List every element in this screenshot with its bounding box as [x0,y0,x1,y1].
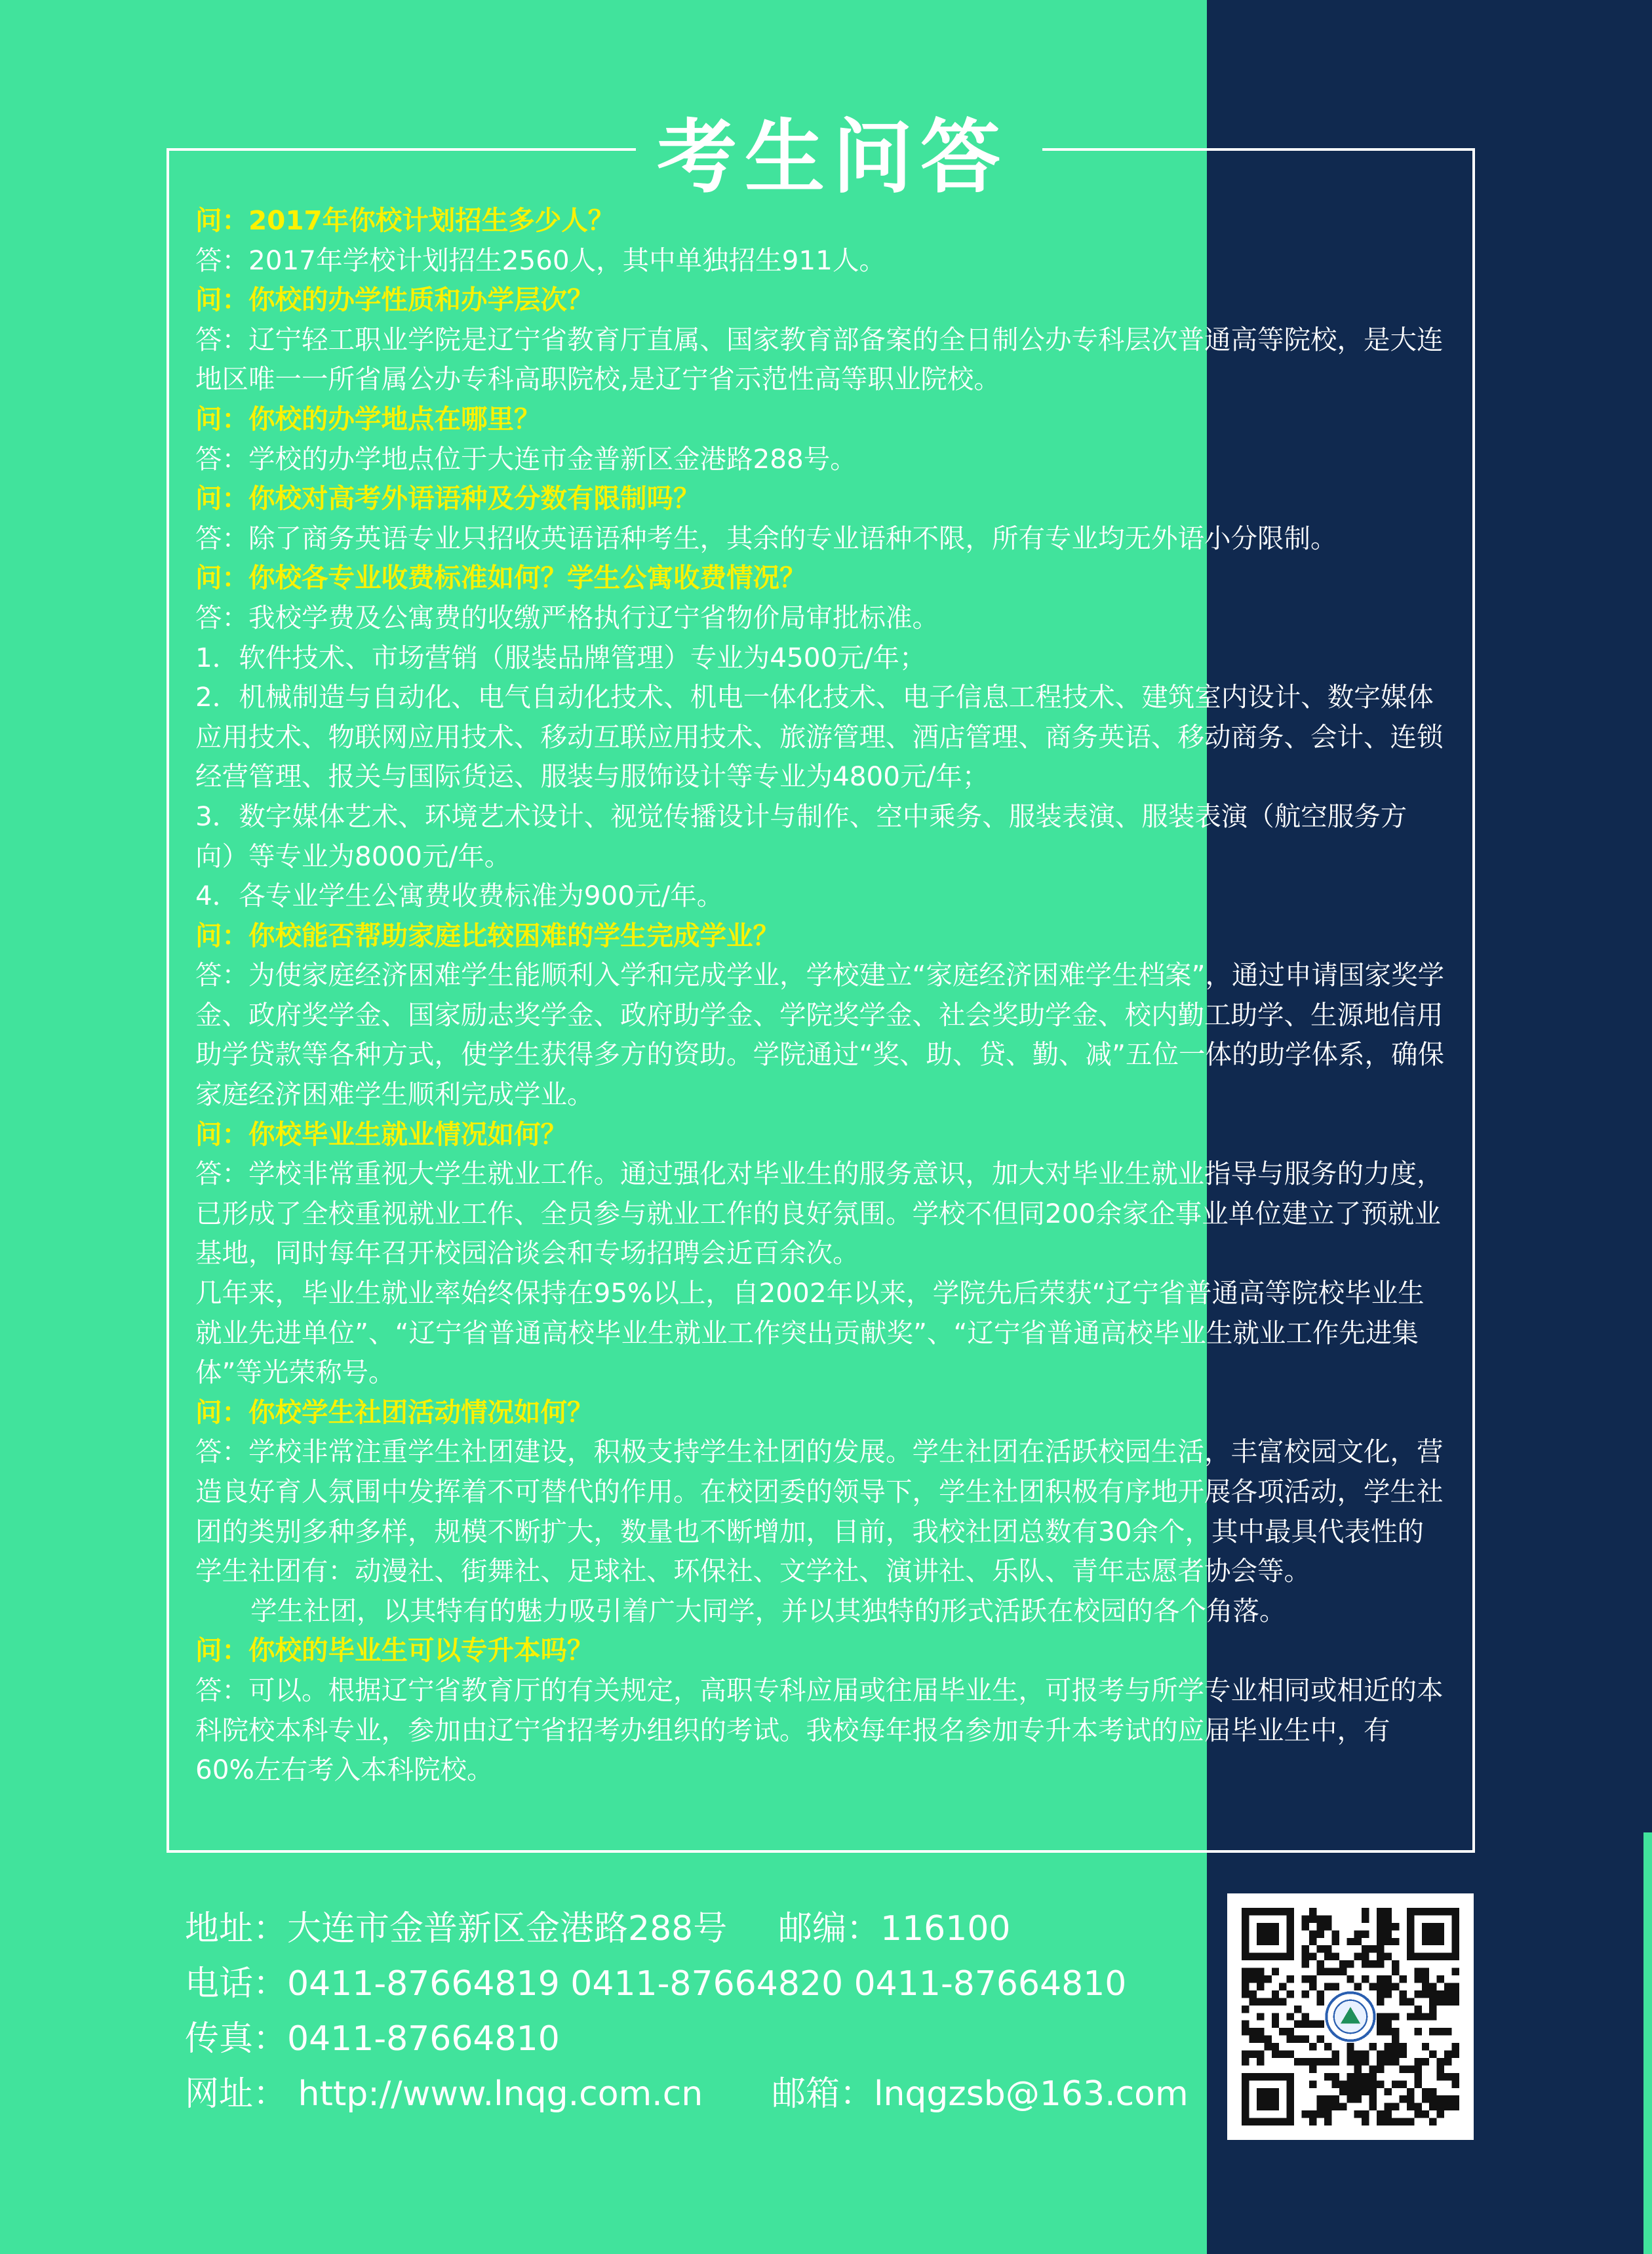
qr-code[interactable] [1227,1893,1474,2140]
question-text: 问：你校的办学地点在哪里？ [195,403,541,435]
answer-text: 几年来，毕业生就业率始终保持在95%以上，自2002年以来，学院先后荣获“辽宁省普通高等院校毕业生就业先进单位”、“辽宁省普通高校毕业生就业工作突出贡献奖”、“辽宁省普通高校毕业生就业工作先进集体”等光荣称号。 [195,1277,1425,1389]
answer-text: 答：学校的办学地点位于大连市金普新区金港路288号。 [195,443,857,475]
question-text: 问：你校能否帮助家庭比较困难的学生完成学业？ [195,919,779,951]
question-text: 问：你校毕业生就业情况如何？ [195,1118,567,1150]
answer-text: 1．软件技术、市场营销（服装品牌管理）专业为4500元/年； [195,641,926,673]
answer-text: 答：我校学费及公寓费的收缴严格执行辽宁省物价局审批标准。 [195,601,939,633]
question-text: 问：2017年你校计划招生多少人？ [195,205,615,236]
question-text: 问：你校的办学性质和办学层次？ [195,284,594,316]
question-text: 问：你校学生社团活动情况如何？ [195,1396,594,1428]
phone-text: 电话：0411-87664819 0411-87664820 0411-87664810 [185,1964,1127,2004]
website-link[interactable]: 网址： http://www.lnqg.com.cn [185,2074,703,2114]
postcode-text: 邮编：116100 [778,1909,1011,1948]
answer-text: 2．机械制造与自动化、电气自动化技术、机电一体化技术、电子信息工程技术、建筑室内设计、数字媒体应用技术、物联网应用技术、移动互联应用技术、旅游管理、酒店管理、商务英语、移动商务、会计、连锁经营管理、报关与国际货运、服装与服饰设计等专业为4800元/年； [195,681,1444,793]
answer-text: 3．数字媒体艺术、环境艺术设计、视觉传播设计与制作、空中乘务、服装表演、服装表演（航空服务方向）等专业为8000元/年。 [195,800,1407,872]
answer-text: 答：2017年学校计划招生2560人，其中单独招生911人。 [195,244,886,276]
page-title: 考生问答 [657,111,1008,204]
question-text: 问：你校的毕业生可以专升本吗？ [195,1634,594,1667]
contact-row-web [185,2066,1208,2122]
answer-text: 答：学校非常注重学生社团建设，积极支持学生社团的发展。学生社团在活跃校园生活，丰富校园文化，营造良好育人氛围中发挥着不可替代的作用。在校团委的领导下，学生社团积极有序地开展各项活动，学生社团的类别多种多样，规模不断扩大，数量也不断增加，目前，我校社团总数有30余个，其中最具代表性的学生社团有：动漫社、街舞社、足球社、环保社、文学社、演讲社、乐队、青年志愿者协会等。 [195,1436,1444,1587]
answer-text: 4．各专业学生公寓费收费标准为900元/年。 [195,880,724,912]
contact-row-phone [185,1956,1208,2011]
qa-section [195,201,1444,1790]
contact-info [185,1901,1208,2122]
contact-row-address [185,1901,1208,1956]
answer-text: 学生社团，以其特有的魅力吸引着广大同学，并以其独特的形式活跃在校园的各个角落。 [250,1594,1286,1627]
answer-text: 答：可以。根据辽宁省教育厅的有关规定，高职专科应届或往届毕业生，可报考与所学专业相同或相近的本科院校本科专业，参加由辽宁省招考办组织的考试。我校每年报名参加专升本考试的应届毕业生中，有60%左右考入本科院校。 [195,1674,1444,1786]
answer-text: 答：除了商务英语专业只招收英语语种考生，其余的专业语种不限，所有专业均无外语小分限制。 [195,522,1337,554]
answer-text: 答：为使家庭经济困难学生能顺利入学和完成学业，学校建立“家庭经济困难学生档案”，通过申请国家奖学金、政府奖学金、国家励志奖学金、政府助学金、学院奖学金、社会奖助学金、校内勤工助学、生源地信用助学贷款等各种方式，使学生获得多方的资助。学院通过“奖、助、贷、勤、减”五位一体的助学体系，确保家庭经济困难学生顺利完成学业。 [195,959,1444,1111]
question-text: 问：你校各专业收费标准如何？学生公寓收费情况？ [195,562,806,594]
contact-row-fax [185,2011,1208,2066]
address-text: 地址：大连市金普新区金港路288号 [185,1909,728,1948]
background-edge-strip [1643,1832,1652,2254]
answer-text: 答：辽宁轻工职业学院是辽宁省教育厅直属、国家教育部备案的全日制公办专科层次普通高等院校，是大连地区唯一一所省属公办专科高职院校,是辽宁省示范性高等职业院校。 [195,323,1444,395]
fax-text: 传真：0411-87664810 [185,2019,560,2059]
answer-text: 答：学校非常重视大学生就业工作。通过强化对毕业生的服务意识，加大对毕业生就业指导与服务的力度，已形成了全校重视就业工作、全员参与就业工作的良好氛围。学校不但同200余家企事业单位建立了预就业基地，同时每年召开校园洽谈会和专场招聘会近百余次。 [195,1158,1444,1269]
email-link[interactable]: 邮箱：lnqgzsb@163.com [772,2074,1189,2114]
qr-code-icon [1242,1908,1459,2125]
question-text: 问：你校对高考外语语种及分数有限制吗？ [195,483,700,515]
